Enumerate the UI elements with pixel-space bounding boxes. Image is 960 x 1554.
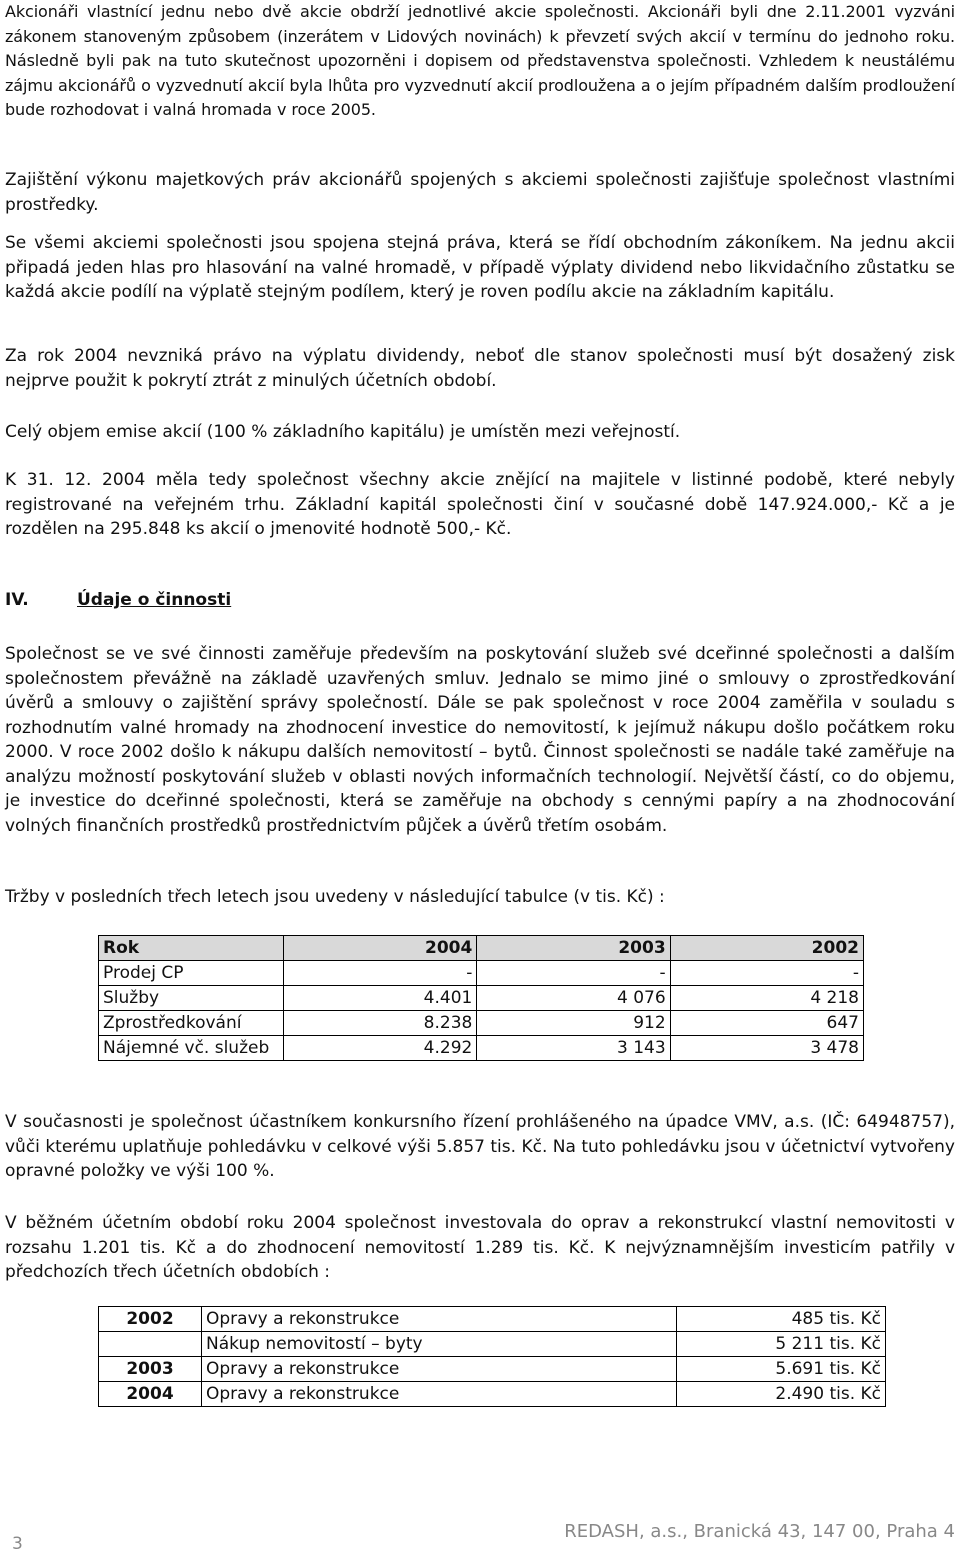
table-row [99, 1357, 886, 1382]
table-cell: Opravy a rekonstrukce [202, 1382, 677, 1407]
section-title: Údaje o činnosti [77, 590, 232, 610]
section-heading [5, 590, 231, 610]
table-cell: Opravy a rekonstrukce [202, 1307, 677, 1332]
paragraph-activities: Společnost se ve své činnosti zaměřuje především na poskytování služeb své dceřinné společnosti a dalším společnostem převážně na základě uzavřených smluv. Jednalo se mimo jiné o smlouvy o zprostředkování úvěrů a smlouvy o zajištění správy společností. Dále se pak společnost v roce 2004 zaměřila v souladu s rozhodnutím valné hromady na zhodnocení investice do nemovitostí, k jejímuž nákupu došlo počátkem roku 2000. V roce 2002 došlo k nákupu dalších nemovitostí – bytů. Činnost společnosti se nadále také zaměřuje na analýzu možností poskytování služeb v oblasti nových informačních technologií. Největší částí, co do objemu, je investice do dceřinné společnosti, která se zaměřuje na obchody s cennými papíry a na zhodnocování volných finančních prostředků prostřednictvím půjček a úvěrů třetím osobám. [5, 644, 955, 836]
table-row [99, 1307, 886, 1332]
table-header-cell: Rok [99, 936, 284, 961]
table-row [99, 1036, 864, 1061]
table-cell: Opravy a rekonstrukce [202, 1357, 677, 1382]
table-cell: 2003 [99, 1357, 202, 1382]
table-row [99, 1382, 886, 1407]
table-cell: 5 211 tis. Kč [677, 1332, 886, 1357]
paragraph-capital: K 31. 12. 2004 měla tedy společnost všechny akcie znějící na majitele v listinné podobě, které nebyly registrované na veřejném trhu. Základní kapitál společnosti činí v současné době 147.924.000,- Kč a je rozdělen na 295.848 ks akcií o jmenovité hodnotě 500,- Kč. [5, 470, 955, 539]
paragraph-emission: Celý objem emise akcií (100 % základního kapitálu) je umístěn mezi veřejností. [5, 422, 681, 442]
table-cell: 912 [477, 1011, 670, 1036]
investment-table [98, 1306, 886, 1407]
table-cell: Služby [99, 986, 284, 1011]
table-cell: 3 478 [670, 1036, 863, 1061]
table-cell: 8.238 [284, 1011, 477, 1036]
table-row [99, 1011, 864, 1036]
table-cell: 2.490 tis. Kč [677, 1382, 886, 1407]
paragraph-revenue-intro: Tržby v posledních třech letech jsou uvedeny v následující tabulce (v tis. Kč) : [5, 887, 665, 907]
table-cell: 647 [670, 1011, 863, 1036]
table-cell: Nájemné vč. služeb [99, 1036, 284, 1061]
table-cell: 4 076 [477, 986, 670, 1011]
table-cell: Zprostředkování [99, 1011, 284, 1036]
page-number: 3 [12, 1534, 23, 1554]
revenue-table [98, 935, 864, 1061]
table-header-cell: 2003 [477, 936, 670, 961]
table-row [99, 986, 864, 1011]
table-cell: 5.691 tis. Kč [677, 1357, 886, 1382]
paragraph-property-rights: Zajištění výkonu majetkových práv akcionářů spojených s akciemi společnosti zajišťuje společnost vlastními prostředky. [5, 170, 955, 215]
table-cell: 2004 [99, 1382, 202, 1407]
paragraph-bankruptcy: V současnosti je společnost účastníkem konkursního řízení prohlášeného na úpadce VMV, a.s. (IČ: 64948757), vůči kterému uplatňuje pohledávku v celkové výši 5.857 tis. Kč. Na tuto pohledávku jsou v účetnictví vytvořeny opravné položky ve výši 100 %. [5, 1112, 955, 1181]
table-row [99, 1332, 886, 1357]
table-header-row [99, 936, 864, 961]
table-cell: 485 tis. Kč [677, 1307, 886, 1332]
paragraph-shareholders: Akcionáři vlastnící jednu nebo dvě akcie obdrží jednotlivé akcie společnosti. Akcionáři byli dne 2.11.2001 vyzváni zákonem stanoveným způsobem (inzerátem v Lidových novinách) k převzetí svých akcií v termínu do jednoho roku. Následně byli pak na tuto skutečnost upozorněni i dopisem od představenstva společnosti. Vzhledem k neustálému zájmu akcionářů o vyzvednutí akcií byla lhůta pro vyzvednutí akcií prodloužena a o jejím případném dalším prodloužení bude rozhodovat i valná hromada v roce 2005. [5, 2, 955, 119]
paragraph-investments: V běžném účetním období roku 2004 společnost investovala do oprav a rekonstrukcí vlastní nemovitosti v rozsahu 1.201 tis. Kč a do zhodnocení nemovitostí 1.289 tis. Kč. K nejvýznamnějším investicím patřily v předchozích třech účetních obdobích : [5, 1213, 955, 1282]
table-row [99, 961, 864, 986]
table-cell: 4.292 [284, 1036, 477, 1061]
table-cell: - [670, 961, 863, 986]
table-cell: Nákup nemovitostí – byty [202, 1332, 677, 1357]
table-cell: 3 143 [477, 1036, 670, 1061]
table-cell: - [284, 961, 477, 986]
paragraph-dividend: Za rok 2004 nevzniká právo na výplatu dividendy, neboť dle stanov společnosti musí být dosažený zisk nejprve použit k pokrytí ztrát z minulých účetních období. [5, 346, 955, 391]
table-cell: 4 218 [670, 986, 863, 1011]
table-header-cell: 2004 [284, 936, 477, 961]
table-cell: Prodej CP [99, 961, 284, 986]
table-header-cell: 2002 [670, 936, 863, 961]
table-cell: 4.401 [284, 986, 477, 1011]
table-cell: 2002 [99, 1307, 202, 1332]
section-number: IV. [5, 590, 29, 610]
table-cell [99, 1332, 202, 1357]
table-cell: - [477, 961, 670, 986]
footer-company: REDASH, a.s., Branická 43, 147 00, Praha 4 [564, 1521, 955, 1542]
paragraph-share-rights: Se všemi akciemi společnosti jsou spojena stejná práva, která se řídí obchodním zákoníkem. Na jednu akcii připadá jeden hlas pro hlasování na valné hromadě, v případě výplaty dividend nebo likvidačního zůstatku se každá akcie podílí na výplatě stejným podílem, který je roven podílu akcie na základním kapitálu. [5, 233, 955, 302]
